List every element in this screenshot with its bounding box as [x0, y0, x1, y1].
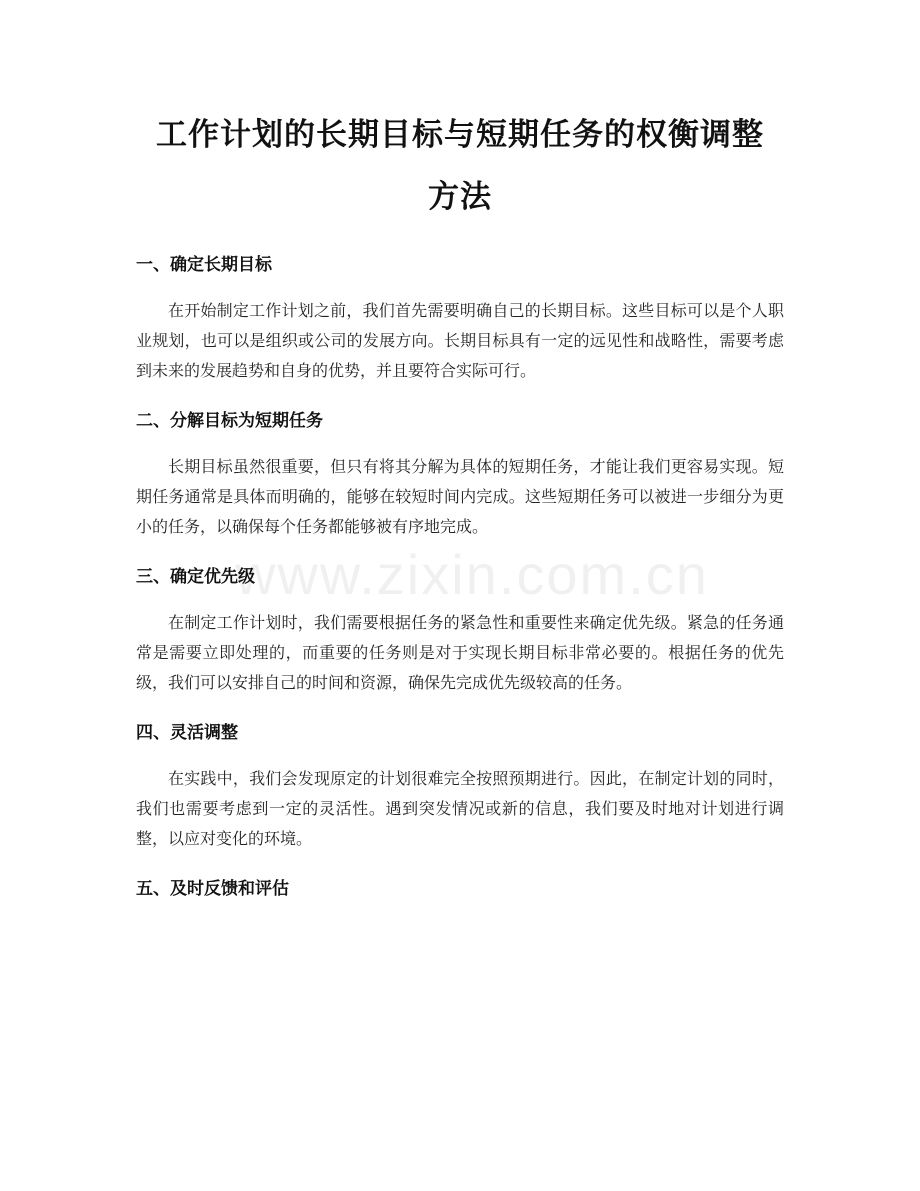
section-paragraph: 在制定工作计划时，我们需要根据任务的紧急性和重要性来确定优先级。紧急的任务通常是需要立即处理的，而重要的任务则是对于实现长期目标非常必要的。根据任务的优先级，我们可以安排自己的时间和资源，确保先完成优先级较高的任务。	[136, 613, 784, 692]
section-heading: 二、分解目标为短期任务	[136, 411, 323, 431]
document-title-line-1: 工作计划的长期目标与短期任务的权衡调整	[156, 117, 764, 153]
section-2	[136, 406, 784, 542]
section-1	[136, 250, 784, 386]
section-paragraph: 长期目标虽然很重要，但只有将其分解为具体的短期任务，才能让我们更容易实现。短期任务通常是具体而明确的，能够在较短时间内完成。这些短期任务可以被进一步细分为更小的任务，以确保每个任务都能够被有序地完成。	[136, 457, 784, 536]
section-4	[136, 718, 784, 854]
section-heading: 一、确定长期目标	[136, 255, 272, 275]
document-content	[136, 250, 784, 920]
document-title	[120, 104, 800, 228]
section-paragraph: 在开始制定工作计划之前，我们首先需要明确自己的长期目标。这些目标可以是个人职业规划，也可以是组织或公司的发展方向。长期目标具有一定的远见性和战略性，需要考虑到未来的发展趋势和自身的优势，并且要符合实际可行。	[136, 301, 784, 380]
section-heading: 四、灵活调整	[136, 723, 238, 743]
watermark-text: www.zixin.com.cn	[235, 543, 709, 606]
section-paragraph: 在实践中，我们会发现原定的计划很难完全按照预期进行。因此，在制定计划的同时，我们也需要考虑到一定的灵活性。遇到突发情况或新的信息，我们要及时地对计划进行调整，以应对变化的环境。	[136, 769, 784, 848]
section-3	[136, 562, 784, 698]
section-heading: 三、确定优先级	[136, 567, 255, 587]
section-5	[136, 874, 784, 904]
document-title-line-2: 方法	[428, 179, 492, 215]
section-heading: 五、及时反馈和评估	[136, 879, 289, 899]
